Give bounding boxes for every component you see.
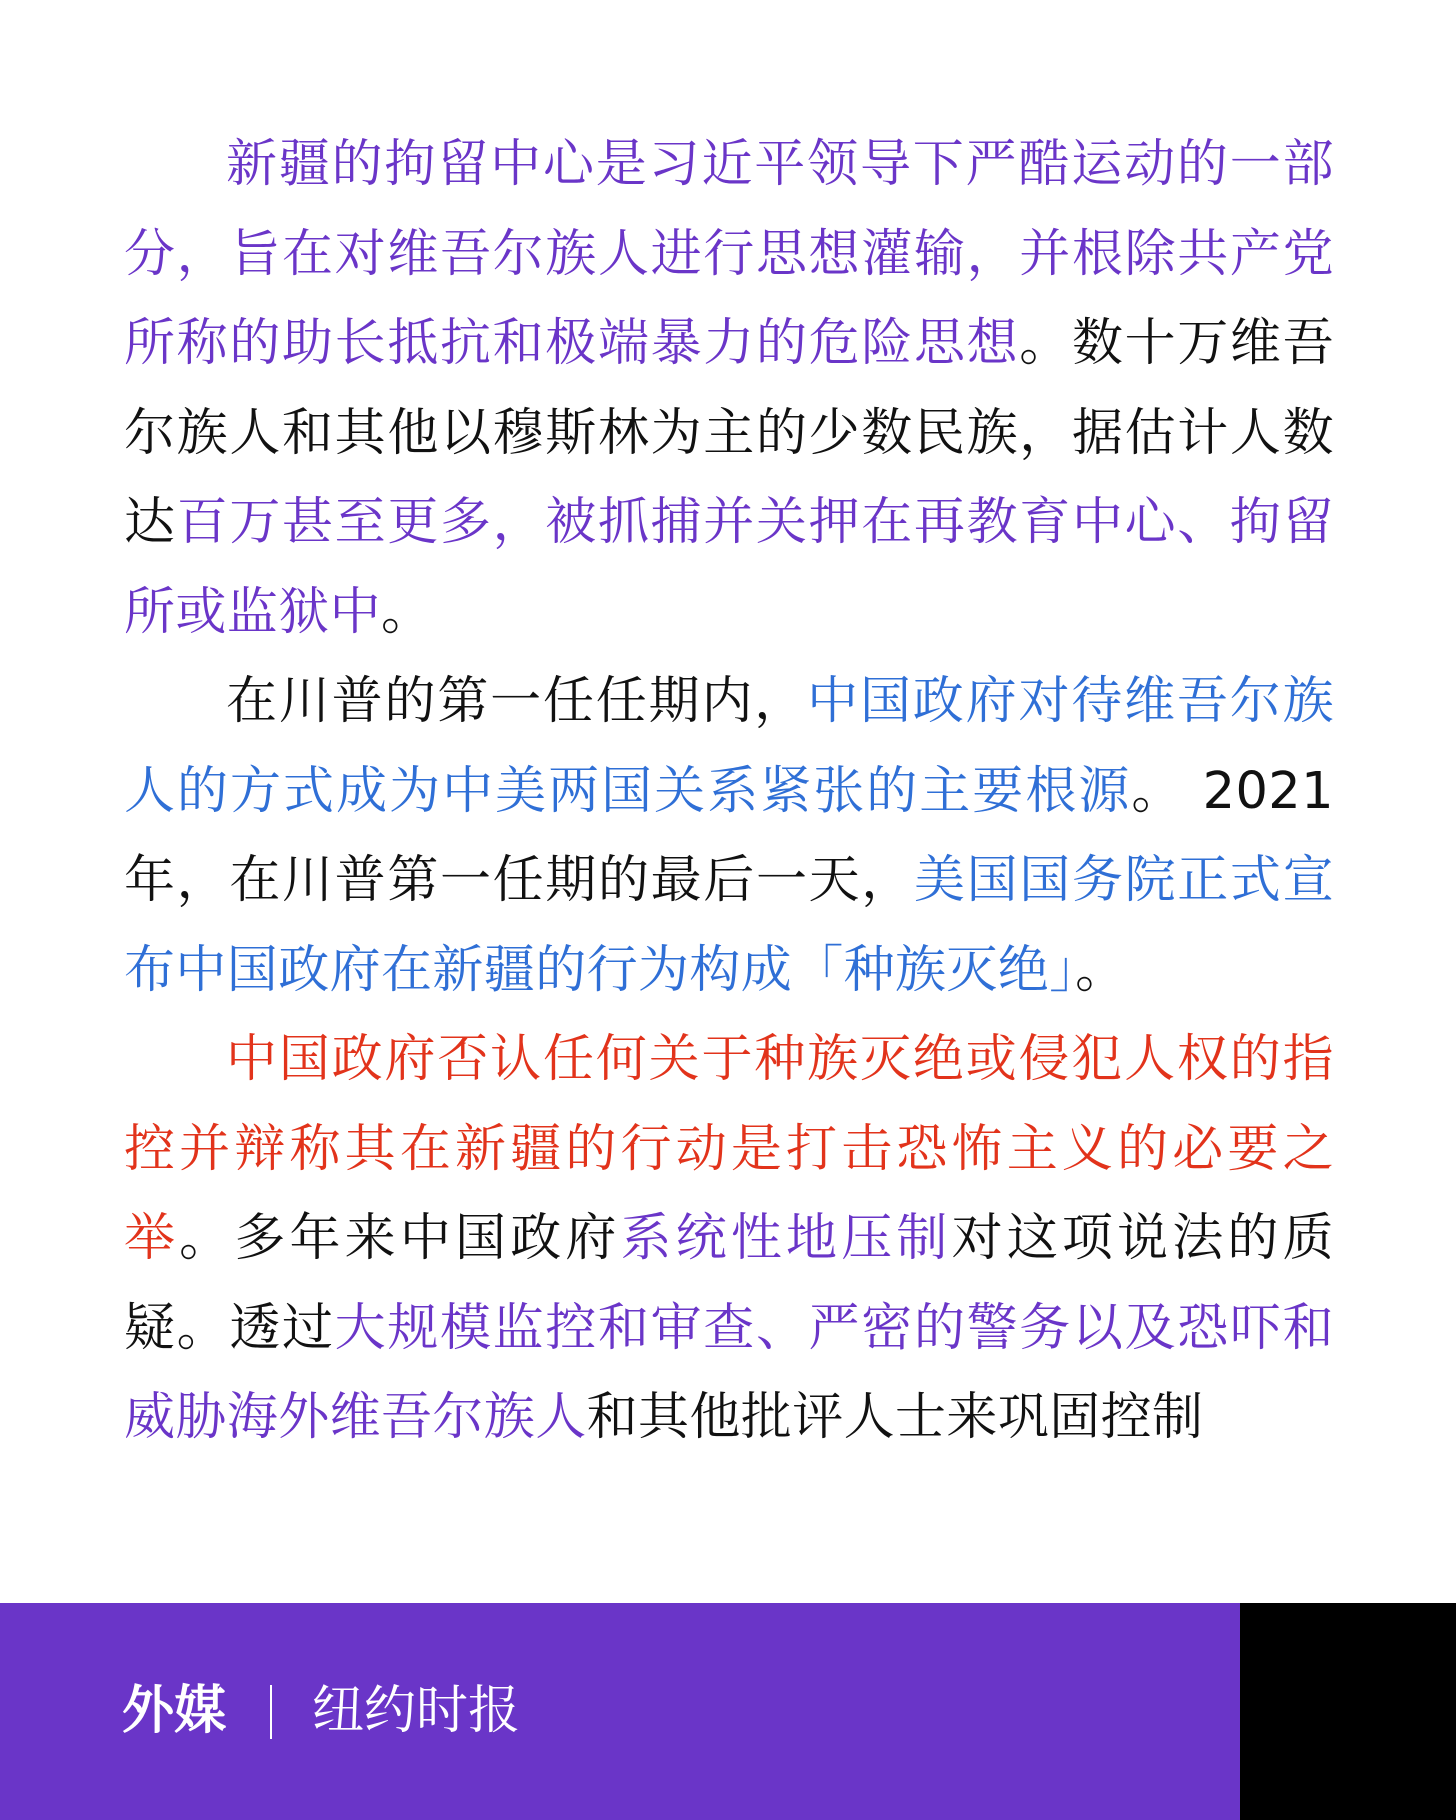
paragraph-1 [124,120,1334,657]
text-segment: 在川普的第一任任期内， [226,672,808,731]
footer-logo-box [1240,1603,1456,1820]
footer [0,1603,1456,1820]
highlight-genocide-declaration: 美国国务院正式宣布中国政府在新疆的行为构成「种族灭绝」 [124,851,1334,1000]
text-segment: 。 [381,582,433,642]
source-label: 纽约时报 [312,1681,521,1741]
highlight-detention-campaign: 新疆的拘留中心是习近平领导下严酷运动的一部分，旨在对维吾尔族人进行思想灌输，并根除共产党所称的助长抵抗和极端暴力的危险思想 [124,135,1334,373]
text-segment: 。多年来中国政府 [179,1209,621,1268]
highlight-government-denial: 中国政府否认任何关于种族灭绝或侵犯人权的指控并辩称其在新疆的行动是打击恐怖主义的必要之举 [124,1030,1334,1268]
text-segment: 。 2021年，在川普第一任期的最后一天， [124,761,1334,910]
footer-divider [270,1685,272,1739]
paragraph-3 [124,1015,1334,1463]
highlight-million-detained: 百万甚至更多，被抓捕并关押在再教育中心、拘留所或监狱中 [124,493,1334,642]
highlight-tension-source: 中国政府对待维吾尔族人的方式成为中美两国关系紧张的主要根源 [124,672,1334,821]
footer-bar [0,1603,1240,1820]
category-label: 外媒 [122,1681,227,1741]
paragraph-2 [124,657,1334,1015]
text-segment: 。 [1075,940,1127,1000]
highlight-surveillance: 大规模监控和审查、严密的警务以及恐吓和威胁海外维吾尔族人 [124,1298,1334,1447]
text-segment: 对这项说法的质疑。透过 [124,1209,1334,1358]
text-segment: 和其他批评人士来巩固控制 [586,1388,1204,1447]
highlight-systematic-suppression: 系统性地压制 [620,1209,952,1268]
text-segment: 。数十万维吾尔族人和其他以穆斯林为主的少数民族，据估计人数达 [124,314,1334,552]
article-body [124,120,1334,1463]
